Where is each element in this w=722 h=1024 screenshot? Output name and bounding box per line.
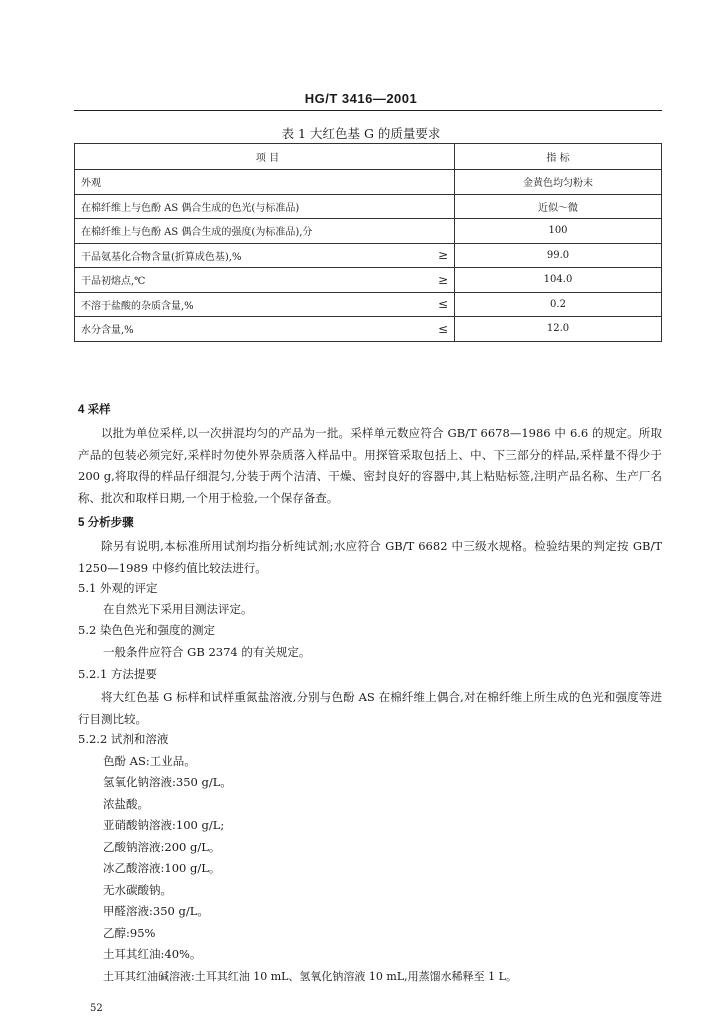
reagent-item: 土耳其红油:40%。: [103, 947, 202, 961]
row-value: 99.0: [455, 243, 662, 268]
less-equal-symbol: ≤: [437, 321, 448, 336]
row-value: 0.2: [455, 292, 662, 317]
row-value: 104.0: [455, 268, 662, 293]
section-5-1-text: 在自然光下采用目测法评定。: [103, 602, 253, 616]
reagent-item: 氢氧化钠溶液:350 g/L。: [103, 775, 232, 789]
row-value: 12.0: [455, 317, 662, 342]
table-row: [75, 243, 662, 268]
quality-requirements-table: [74, 143, 662, 342]
reagent-item: 无水碳酸钠。: [103, 883, 172, 897]
less-equal-symbol: ≤: [437, 297, 448, 312]
row-item: 外观: [75, 170, 455, 195]
section-5-2-2-heading: 5.2.2 试剂和溶液: [78, 732, 169, 746]
row-value: 近似～微: [455, 194, 662, 219]
column-header-index: 指 标: [455, 144, 662, 170]
section-5-heading: 5 分析步骤: [78, 517, 134, 529]
page-number: 52: [90, 1003, 103, 1014]
column-header-item: 项 目: [75, 144, 455, 170]
section-4-heading: 4 采样: [78, 404, 111, 416]
row-item: 在棉纤维上与色酚 AS 偶合生成的色光(与标准品): [75, 194, 455, 219]
greater-equal-symbol: ≥: [437, 248, 448, 263]
row-item: [75, 243, 455, 268]
row-value: 100: [455, 219, 662, 244]
table-row: [75, 292, 662, 317]
section-5-text: 除另有说明,本标准所用试剂均指分析纯试剂;水应符合 GB/T 6682 中三级水规格。检验结果的判定按 GB/T 1250—1989 中修约值比较法进行。: [78, 539, 662, 575]
row-item: [75, 317, 455, 342]
table-row: [75, 317, 662, 342]
table-caption: 表 1 大红色基 G 的质量要求: [281, 126, 441, 141]
row-item: [75, 268, 455, 293]
reagent-item: 色酚 AS:工业品。: [103, 754, 196, 768]
row-item: 在棉纤维上与色酚 AS 偶合生成的强度(为标准品),分: [75, 219, 455, 244]
row-item-text: 干品氨基化合物含量(折算成色基),%: [81, 251, 242, 263]
section-4-text: 以批为单位采样,以一次拼混均匀的产品为一批。采样单元数应符合 GB/T 6678—1986 中 6.6 的规定。所取产品的包装必须完好,采样时勿使外界杂质落入样品中。用探管采取包括上、中、下三部分的样品,采样量不得少于 200 g,将取得的样品仔细混匀,分装于两个洁清、干燥、密封良好的容器中,其上粘贴标签,注明产品名称、生产厂名称、批次和取样日期,一个用于检验,一个保存备查。: [78, 426, 662, 505]
table-row: [75, 170, 662, 195]
table-header-row: [75, 144, 662, 170]
section-5-2-text: 一般条件应符合 GB 2374 的有关规定。: [103, 645, 311, 659]
row-value: 金黄色均匀粉末: [455, 170, 662, 195]
section-5-1-heading: 5.1 外观的评定: [78, 581, 158, 595]
reagent-item: 乙酸钠溶液:200 g/L。: [103, 840, 221, 854]
table-row: [75, 194, 662, 219]
table-row: [75, 268, 662, 293]
section-5-2-1-text: 将大红色基 G 标样和试样重氮盐溶液,分别与色酚 AS 在棉纤维上偶合,对在棉纤维上所生成的色光和强度等进行目测比较。: [78, 690, 662, 726]
section-5-2-heading: 5.2 染色色光和强度的测定: [78, 623, 215, 637]
greater-equal-symbol: ≥: [437, 272, 448, 287]
reagent-item: 土耳其红油碱溶液:土耳其红油 10 mL、氢氧化钠溶液 10 mL,用蒸馏水稀释至 1 L。: [103, 970, 517, 983]
reagent-item: 浓盐酸。: [103, 797, 149, 811]
reagent-item: 甲醛溶液:350 g/L。: [103, 904, 209, 918]
header-rule: [74, 110, 662, 111]
reagent-item: 冰乙酸溶液:100 g/L。: [103, 861, 221, 875]
standard-code-header: HG/T 3416—2001: [304, 91, 418, 106]
row-item-text: 干品初熔点,℃: [81, 276, 146, 288]
section-5-2-1-heading: 5.2.1 方法提要: [78, 667, 157, 681]
table-row: [75, 219, 662, 244]
row-item-text: 不溶于盐酸的杂质含量,%: [81, 300, 194, 312]
reagent-item: 乙醇:95%: [103, 926, 156, 940]
reagent-item: 亚硝酸钠溶液:100 g/L;: [103, 818, 225, 832]
row-item: [75, 292, 455, 317]
row-item-text: 水分含量,%: [81, 325, 134, 337]
